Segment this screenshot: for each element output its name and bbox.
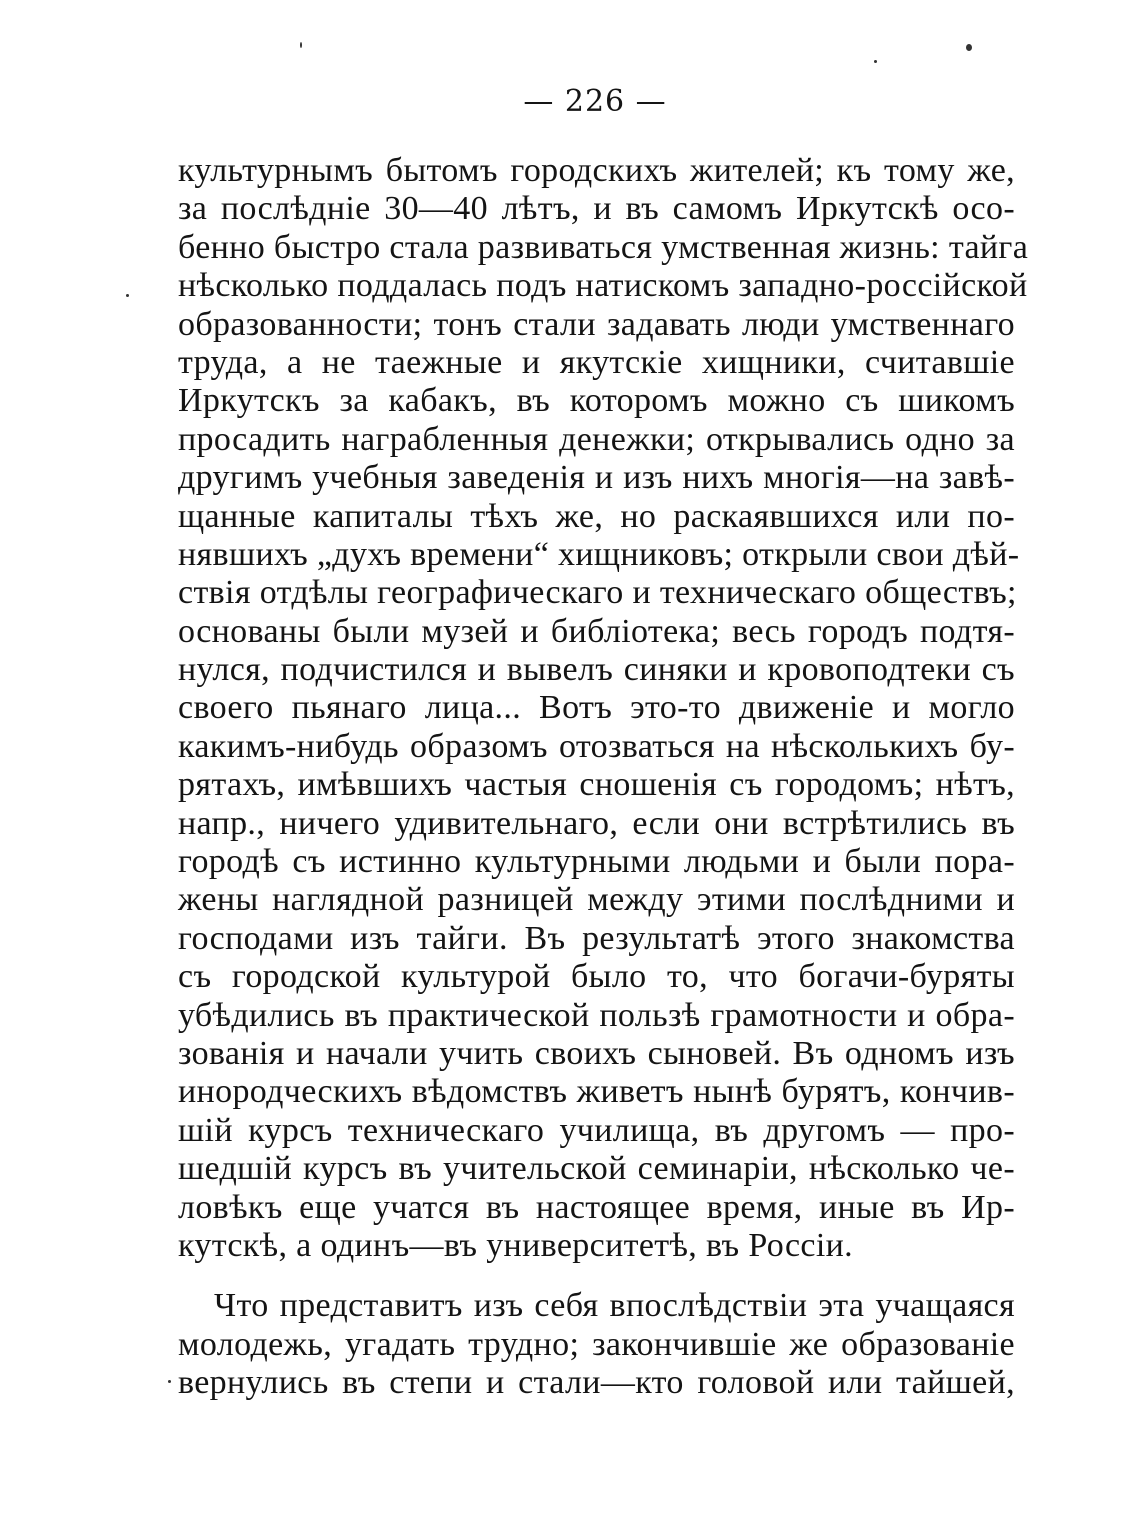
text-line: шій курсъ техническаго училища, въ другомъ — про- [178,1111,1015,1149]
text-line: своего пьянаго лица... Вотъ это-то движеніе и могло [178,689,1015,727]
text-line: образованности; тонъ стали задавать люди умственнаго [178,305,1015,343]
text-line: рятахъ, имѣвшихъ частыя сношенія съ городомъ; нѣтъ, [178,766,1015,804]
body-text [178,152,1029,1403]
text-line: вернулись въ степи и стали—кто головой или тайшей, [178,1364,1015,1402]
paragraph-2 [178,1287,1015,1402]
text-line: жены наглядной разницей между этими послѣдними и [178,881,1015,919]
print-speck [168,1380,171,1383]
text-line: Иркутскъ за кабакъ, въ которомъ можно съ шикомъ [178,382,1015,420]
text-line: инородческихъ вѣдомствъ живетъ нынѣ бурятъ, кончив- [178,1073,1015,1111]
text-line: городѣ съ истинно культурными людьми и были пора- [178,843,1015,881]
paragraph-1 [178,152,1029,1265]
print-speck [126,294,129,297]
text-line: зованія и начали учить своихъ сыновей. Въ одномъ изъ [178,1034,1015,1072]
page-number: — 226 — [523,84,667,119]
text-line: шедшій курсъ въ учительской семинаріи, нѣсколько че- [178,1150,1015,1188]
text-line: ствія отдѣлы географическаго и техническаго обществъ; [178,574,1017,612]
text-line: кутскѣ, а одинъ—въ университетѣ, въ Россіи. [178,1226,854,1264]
text-line: другимъ учебныя заведенія и изъ нихъ многія—на завѣ- [178,459,1015,497]
text-line: молодежь, угадать трудно; закончившіе же образованіе [178,1325,1015,1363]
text-line: съ городской культурой было то, что богачи-буряты [178,958,1015,996]
paragraph-spacing [178,1265,1015,1287]
text-line: бенно быстро стала развиваться умственная жизнь: тайга [178,228,1029,266]
text-line: напр., ничего удивительнаго, если они встрѣтились въ [178,804,1015,842]
text-line: ловѣкъ еще учатся въ настоящее время, иные въ Ир- [178,1188,1015,1226]
text-line: нявшихъ „духъ времени“ хищниковъ; открыли свои дѣй- [178,535,1020,573]
text-line: культурнымъ бытомъ городскихъ жителей; къ тому же, [178,152,1015,189]
print-speck [874,60,877,63]
text-line: нѣсколько поддалась подъ натискомъ западно-россійской [178,267,1028,305]
text-line: господами изъ тайги. Въ результатѣ этого знакомства [178,919,1015,957]
text-line: какимъ-нибудь образомъ отозваться на нѣсколькихъ бу- [178,727,1015,765]
print-speck [300,42,302,48]
text-line: просадить награбленныя денежки; открывались одно за [178,420,1015,458]
text-line: основаны были музей и библіотека; весь городъ подтя- [178,612,1015,650]
print-speck [966,44,972,51]
text-line: за послѣдніе 30—40 лѣтъ, и въ самомъ Иркутскѣ осо- [178,190,1015,228]
text-line: щанные капиталы тѣхъ же, но раскаявшихся или по- [178,497,1015,535]
text-line: труда, а не таежные и якутскіе хищники, считавшіе [178,343,1015,381]
text-line: нулся, подчистился и вывелъ синяки и кровоподтеки съ [178,651,1015,689]
text-line: убѣдились въ практической пользѣ грамотности и обра- [178,996,1015,1034]
text-line: Что представитъ изъ себя впослѣдствіи эта учащаяся [214,1287,1015,1325]
